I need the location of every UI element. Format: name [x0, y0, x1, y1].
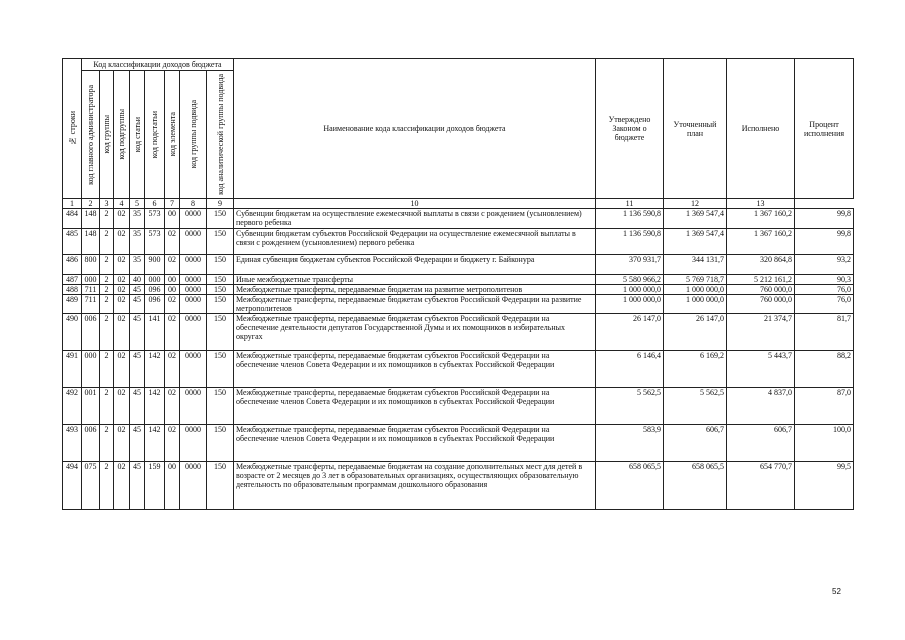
code-cell: 0000 [180, 388, 207, 425]
column-number: 10 [234, 199, 596, 209]
code-cell: 02 [165, 295, 180, 314]
code-cell: 159 [145, 462, 165, 510]
table-row [63, 275, 854, 285]
code-cell: 02 [165, 255, 180, 275]
code-cell: 45 [130, 314, 145, 351]
code-cell: 02 [114, 285, 130, 295]
code-cell: 150 [207, 388, 234, 425]
code-cell: 45 [130, 285, 145, 295]
revised-header: Уточненный план [664, 59, 727, 199]
code-cell: 0000 [180, 285, 207, 295]
code-cell: 000 [82, 351, 100, 388]
code-cell: 35 [130, 209, 145, 229]
name-cell: Субвенции бюджетам на осуществление ежемесячной выплаты в связи с рождением (усыновлением) первого ребенка [234, 209, 596, 229]
approved-cell: 658 065,5 [596, 462, 664, 510]
page-number: 52 [832, 587, 841, 596]
name-cell: Межбюджетные трансферты, передаваемые бюджетам субъектов Российской Федерации на обеспечение членов Совета Федерации и их помощников в субъектах Российской Федерации [234, 425, 596, 462]
percent-cell: 76,0 [795, 285, 854, 295]
table-row [63, 255, 854, 275]
code-cell: 000 [145, 275, 165, 285]
code-cell: 573 [145, 229, 165, 255]
table-row [63, 314, 854, 351]
row-number-cell: 494 [63, 462, 82, 510]
code-cell: 150 [207, 285, 234, 295]
table-row [63, 425, 854, 462]
row-number-cell: 492 [63, 388, 82, 425]
column-number: 11 [596, 199, 664, 209]
code-col-header: код статьи [130, 71, 145, 199]
code-cell: 02 [114, 388, 130, 425]
code-cell: 0000 [180, 229, 207, 255]
name-cell: Межбюджетные трансферты, передаваемые бюджетам на создание дополнительных мест для детей в возрасте от 2 месяцев до 3 лет в образовательных организациях, осуществляющих образовательную деятельность по образовательным программам дошкольного образования [234, 462, 596, 510]
row-number-cell: 491 [63, 351, 82, 388]
column-number: 3 [100, 199, 114, 209]
table-row [63, 462, 854, 510]
code-cell: 0000 [180, 462, 207, 510]
code-cell: 02 [114, 229, 130, 255]
executed-cell: 5 212 161,2 [727, 275, 795, 285]
revised-cell: 1 369 547,4 [664, 229, 727, 255]
code-cell: 02 [114, 209, 130, 229]
row-number-cell: 484 [63, 209, 82, 229]
code-cell: 45 [130, 425, 145, 462]
code-cell: 2 [100, 229, 114, 255]
code-cell: 006 [82, 425, 100, 462]
percent-cell: 100,0 [795, 425, 854, 462]
revised-cell: 6 169,2 [664, 351, 727, 388]
code-cell: 150 [207, 295, 234, 314]
executed-cell: 760 000,0 [727, 295, 795, 314]
row-number-cell: 486 [63, 255, 82, 275]
code-cell: 02 [114, 462, 130, 510]
code-cell: 573 [145, 209, 165, 229]
approved-cell: 1 000 000,0 [596, 285, 664, 295]
revised-cell: 1 000 000,0 [664, 295, 727, 314]
code-col-header: код группы подвида [180, 71, 207, 199]
code-cell: 2 [100, 351, 114, 388]
percent-cell: 88,2 [795, 351, 854, 388]
column-number: 6 [145, 199, 165, 209]
executed-cell: 654 770,7 [727, 462, 795, 510]
table-row [63, 351, 854, 388]
code-cell: 02 [114, 425, 130, 462]
code-cell: 0000 [180, 314, 207, 351]
executed-header: Исполнено [727, 59, 795, 199]
approved-cell: 1 000 000,0 [596, 295, 664, 314]
approved-cell: 6 146,4 [596, 351, 664, 388]
column-number: 7 [165, 199, 180, 209]
code-cell: 711 [82, 295, 100, 314]
code-cell: 2 [100, 295, 114, 314]
name-header: Наименование кода классификации доходов бюджета [234, 59, 596, 199]
row-number-cell: 489 [63, 295, 82, 314]
code-cell: 075 [82, 462, 100, 510]
code-col-header: код элемента [165, 71, 180, 199]
revised-cell: 26 147,0 [664, 314, 727, 351]
name-cell: Единая субвенция бюджетам субъектов Российской Федерации и бюджету г. Байконура [234, 255, 596, 275]
code-cell: 00 [165, 462, 180, 510]
percent-cell: 90,3 [795, 275, 854, 285]
table-row [63, 229, 854, 255]
code-cell: 02 [114, 275, 130, 285]
column-number: 8 [180, 199, 207, 209]
code-cell: 0000 [180, 351, 207, 388]
column-number: 1 [63, 199, 82, 209]
percent-cell: 81,7 [795, 314, 854, 351]
revised-cell: 1 369 547,4 [664, 209, 727, 229]
code-cell: 150 [207, 209, 234, 229]
row-number-cell: 493 [63, 425, 82, 462]
percent-cell: 76,0 [795, 295, 854, 314]
revised-cell: 1 000 000,0 [664, 285, 727, 295]
revised-cell: 606,7 [664, 425, 727, 462]
code-cell: 0000 [180, 275, 207, 285]
percent-cell: 99,5 [795, 462, 854, 510]
code-cell: 02 [114, 351, 130, 388]
executed-cell: 320 864,8 [727, 255, 795, 275]
code-col-header: код группы [100, 71, 114, 199]
code-cell: 0000 [180, 295, 207, 314]
code-cell: 02 [165, 425, 180, 462]
executed-cell: 4 837,0 [727, 388, 795, 425]
code-cell: 150 [207, 351, 234, 388]
code-cell: 45 [130, 295, 145, 314]
approved-cell: 1 136 590,8 [596, 209, 664, 229]
code-cell: 2 [100, 462, 114, 510]
executed-cell: 21 374,7 [727, 314, 795, 351]
code-cell: 800 [82, 255, 100, 275]
code-cell: 142 [145, 351, 165, 388]
executed-cell: 5 443,7 [727, 351, 795, 388]
name-cell: Межбюджетные трансферты, передаваемые бюджетам субъектов Российской Федерации на обеспечение членов Совета Федерации и их помощников в субъектах Российской Федерации [234, 388, 596, 425]
code-cell: 40 [130, 275, 145, 285]
row-number-cell: 488 [63, 285, 82, 295]
classification-code-header: Код классификации доходов бюджета [82, 59, 234, 71]
percent-cell: 99,8 [795, 209, 854, 229]
code-cell: 02 [165, 388, 180, 425]
row-number-cell: 485 [63, 229, 82, 255]
code-cell: 148 [82, 209, 100, 229]
code-cell: 150 [207, 255, 234, 275]
code-cell: 2 [100, 275, 114, 285]
column-number: 4 [114, 199, 130, 209]
column-number: 13 [727, 199, 795, 209]
code-cell: 000 [82, 275, 100, 285]
code-cell: 006 [82, 314, 100, 351]
code-cell: 35 [130, 229, 145, 255]
code-cell: 02 [165, 351, 180, 388]
code-cell: 02 [165, 229, 180, 255]
code-cell: 0000 [180, 209, 207, 229]
code-cell: 00 [165, 285, 180, 295]
code-cell: 2 [100, 388, 114, 425]
percent-cell: 93,2 [795, 255, 854, 275]
approved-cell: 26 147,0 [596, 314, 664, 351]
approved-header: Утверждено Законом о бюджете [596, 59, 664, 199]
budget-table [62, 58, 854, 510]
name-cell: Межбюджетные трансферты, передаваемые бюджетам субъектов Российской Федерации на развитие метрополитенов [234, 295, 596, 314]
code-cell: 45 [130, 351, 145, 388]
code-cell: 142 [145, 388, 165, 425]
code-cell: 142 [145, 425, 165, 462]
column-number: 2 [82, 199, 100, 209]
code-cell: 2 [100, 255, 114, 275]
executed-cell: 1 367 160,2 [727, 209, 795, 229]
row-number-cell: 487 [63, 275, 82, 285]
code-col-header: код главного администратора [82, 71, 100, 199]
approved-cell: 5 580 966,2 [596, 275, 664, 285]
row-number-cell: 490 [63, 314, 82, 351]
name-cell: Субвенции бюджетам субъектов Российской Федерации на осуществление ежемесячной выплаты в связи с рождением (усыновлением) первого ребенка [234, 229, 596, 255]
code-cell: 2 [100, 425, 114, 462]
code-col-header: код аналитической группы подвида [207, 71, 234, 199]
column-number: 12 [664, 199, 727, 209]
name-cell: Иные межбюджетные трансферты [234, 275, 596, 285]
revised-cell: 5 769 718,7 [664, 275, 727, 285]
column-number: 5 [130, 199, 145, 209]
code-cell: 150 [207, 462, 234, 510]
code-cell: 096 [145, 285, 165, 295]
code-cell: 141 [145, 314, 165, 351]
executed-cell: 760 000,0 [727, 285, 795, 295]
code-cell: 0000 [180, 255, 207, 275]
table-row [63, 388, 854, 425]
row-number-header: № строки [63, 59, 82, 199]
name-cell: Межбюджетные трансферты, передаваемые бюджетам субъектов Российской Федерации на обеспечение деятельности депутатов Государственной Думы и их помощников в избирательных округах [234, 314, 596, 351]
code-cell: 02 [165, 314, 180, 351]
code-cell: 45 [130, 388, 145, 425]
code-col-header: код подстатьи [145, 71, 165, 199]
code-cell: 150 [207, 314, 234, 351]
approved-cell: 1 136 590,8 [596, 229, 664, 255]
code-cell: 2 [100, 209, 114, 229]
percent-cell: 87,0 [795, 388, 854, 425]
code-cell: 45 [130, 462, 145, 510]
percent-cell: 99,8 [795, 229, 854, 255]
revised-cell: 5 562,5 [664, 388, 727, 425]
table-row [63, 209, 854, 229]
code-cell: 2 [100, 285, 114, 295]
code-cell: 00 [165, 275, 180, 285]
code-cell: 150 [207, 275, 234, 285]
revised-cell: 344 131,7 [664, 255, 727, 275]
code-cell: 096 [145, 295, 165, 314]
percent-header: Процент исполнения [795, 59, 854, 199]
code-cell: 711 [82, 285, 100, 295]
code-cell: 148 [82, 229, 100, 255]
code-cell: 900 [145, 255, 165, 275]
code-cell: 001 [82, 388, 100, 425]
name-cell: Межбюджетные трансферты, передаваемые бюджетам субъектов Российской Федерации на обеспечение членов Совета Федерации и их помощников в субъектах Российской Федерации [234, 351, 596, 388]
approved-cell: 583,9 [596, 425, 664, 462]
approved-cell: 5 562,5 [596, 388, 664, 425]
code-cell: 150 [207, 229, 234, 255]
code-col-header: код подгруппы [114, 71, 130, 199]
column-number: 9 [207, 199, 234, 209]
approved-cell: 370 931,7 [596, 255, 664, 275]
executed-cell: 1 367 160,2 [727, 229, 795, 255]
name-cell: Межбюджетные трансферты, передаваемые бюджетам на развитие метрополитенов [234, 285, 596, 295]
code-cell: 02 [114, 255, 130, 275]
code-cell: 2 [100, 314, 114, 351]
code-cell: 0000 [180, 425, 207, 462]
code-cell: 02 [114, 314, 130, 351]
executed-cell: 606,7 [727, 425, 795, 462]
table-row [63, 285, 854, 295]
code-cell: 00 [165, 209, 180, 229]
revised-cell: 658 065,5 [664, 462, 727, 510]
table-row [63, 295, 854, 314]
code-cell: 35 [130, 255, 145, 275]
code-cell: 02 [114, 295, 130, 314]
code-cell: 150 [207, 425, 234, 462]
